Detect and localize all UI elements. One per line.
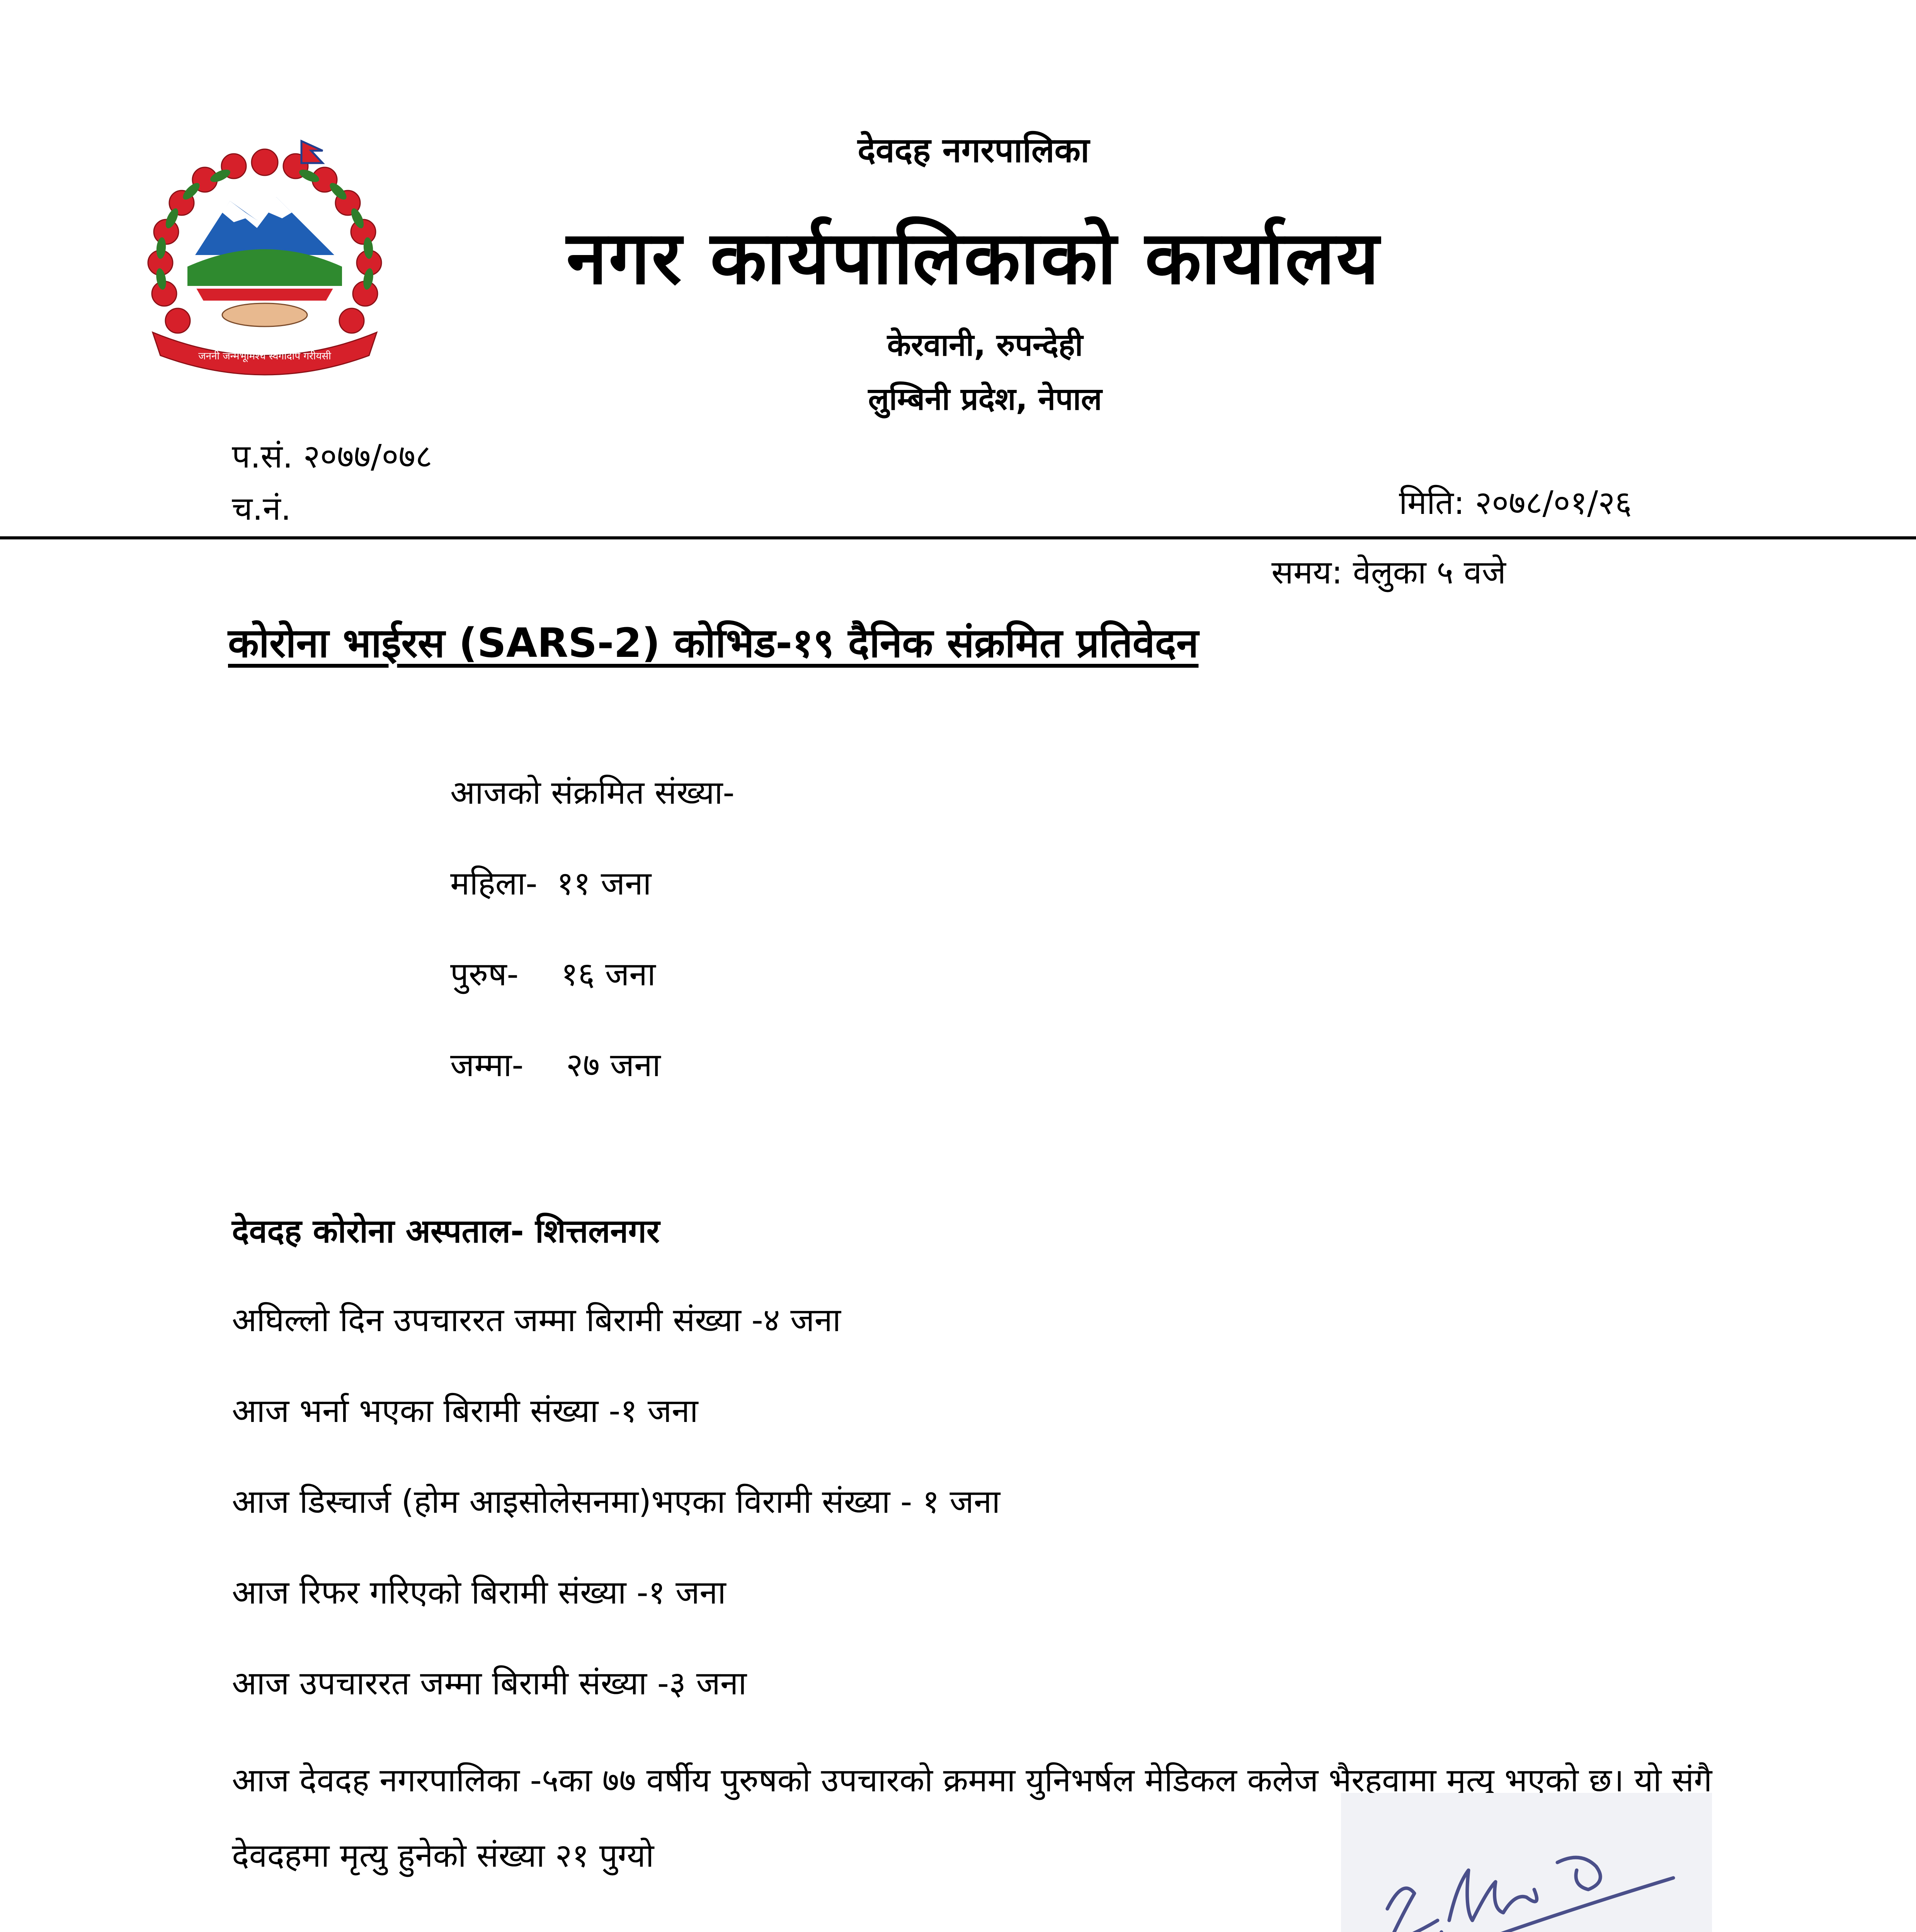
report-time: समय: वेलुका ५ वजे bbox=[1271, 553, 1506, 591]
cases-heading: आजको संक्रमित संख्या- bbox=[450, 774, 735, 811]
cases-total-label: जम्मा- bbox=[450, 1046, 524, 1084]
hospital-referred: आज रिफर गरिएको बिरामी संख्या -१ जना bbox=[232, 1573, 726, 1611]
address-line-1: केरवानी, रुपन्देही bbox=[887, 327, 1083, 363]
address-line-2: लुम्बिनी प्रदेश, नेपाल bbox=[868, 381, 1102, 417]
hospital-prev-day: अघिल्लो दिन उपचाररत जम्मा बिरामी संख्या -४ जना bbox=[232, 1301, 841, 1339]
reference-number: प.सं. २०७७/०७८ bbox=[232, 437, 432, 475]
hospital-discharged: आज डिस्चार्ज (होम आइसोलेसनमा)भएका विरामी संख्या - १ जना bbox=[232, 1483, 1001, 1520]
cases-female-row bbox=[450, 860, 651, 904]
hospital-heading: देवदह कोरोना अस्पताल- शित्तलनगर bbox=[232, 1212, 660, 1250]
report-title: कोरोना भाईरस (SARS-2) कोभिड-१९ दैनिक संक्रमित प्रतिवेदन bbox=[228, 619, 1199, 667]
signature-image bbox=[1341, 1793, 1712, 1932]
cases-male-value: १६ जना bbox=[561, 955, 656, 993]
cases-male-label: पुरुष- bbox=[450, 955, 519, 993]
document-date: मिति: २०७८/०१/२६ bbox=[1399, 484, 1632, 522]
cases-total-row bbox=[450, 1041, 661, 1086]
municipality-name: देवदह नगरपालिका bbox=[858, 130, 1089, 170]
emblem-motto: जननी जन्मभूमिश्च स्वर्गादपि गरीयसी bbox=[198, 350, 331, 362]
header-divider bbox=[0, 536, 1916, 539]
death-note: आज देवदह नगरपालिका -५का ७७ वर्षीय पुरुषको उपचारको क्रममा युनिभर्षल मेडिकल कलेज भैरहवामा मृत्यु भएको छ। यो संगै देवदहमा मृत्यु हुनेको संख्या २१ पुग्यो bbox=[232, 1761, 1712, 1874]
hospital-current: आज उपचाररत जम्मा बिरामी संख्या -३ जना bbox=[232, 1664, 747, 1702]
office-title: नगर कार्यपालिकाको कार्यालय bbox=[566, 215, 1381, 301]
hospital-admitted: आज भर्ना भएका बिरामी संख्या -१ जना bbox=[232, 1392, 698, 1430]
cases-male-row bbox=[450, 951, 656, 995]
cases-female-label: महिला- bbox=[450, 864, 538, 902]
cases-female-value: ११ जना bbox=[556, 864, 652, 902]
cases-total-value: २७ जना bbox=[566, 1046, 661, 1084]
dispatch-number: च.नं. bbox=[232, 490, 291, 527]
